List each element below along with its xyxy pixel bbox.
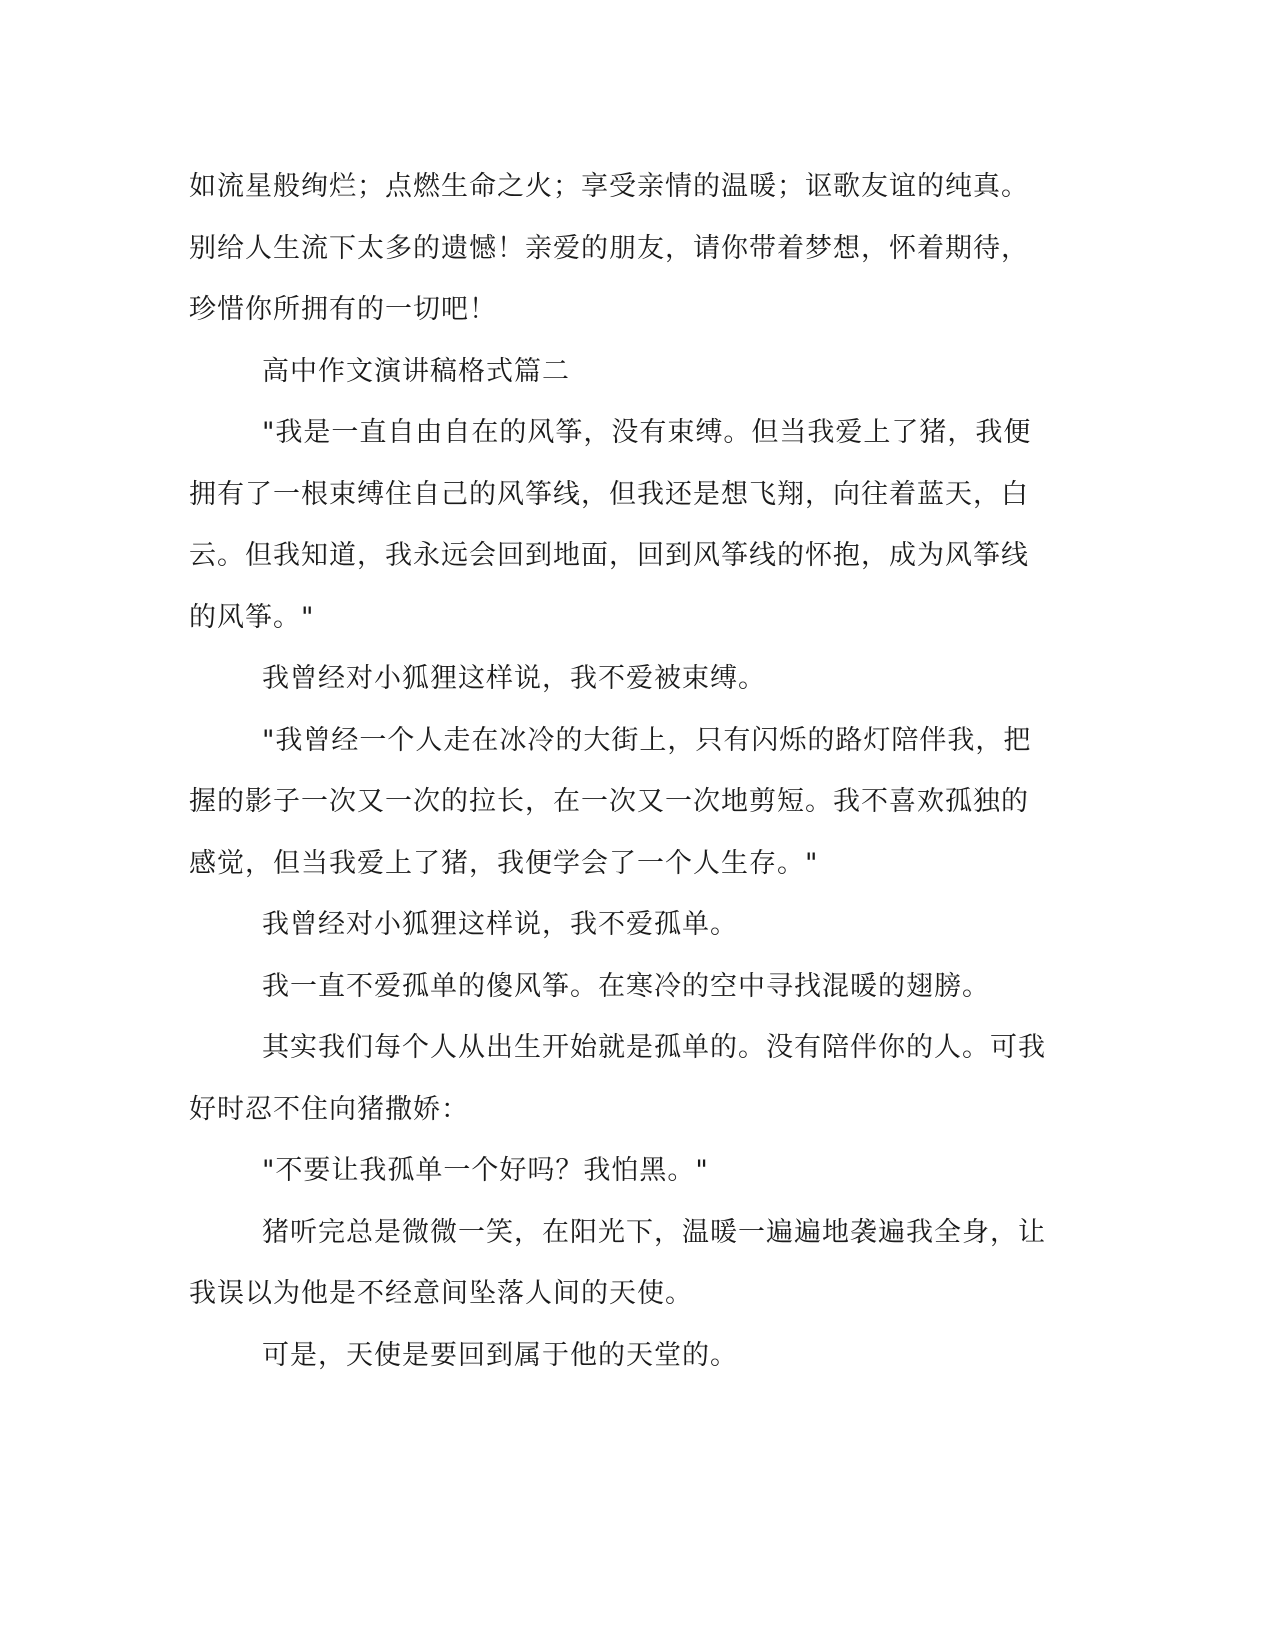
text-line: 拥有了一根束缚住自己的风筝线，但我还是想飞翔，向往着蓝天，白 — [189, 478, 1029, 510]
text-line: 其实我们每个人从出生开始就是孤单的。没有陪伴你的人。可我 — [262, 1032, 1046, 1063]
text-line: 别给人生流下太多的遗憾！亲爱的朋友，请你带着梦想，怀着期待， — [189, 232, 1029, 264]
text-line: 我曾经对小狐狸这样说，我不爱被束缚。 — [262, 663, 766, 694]
text-line: 感觉，但当我爱上了猪，我便学会了一个人生存。" — [189, 847, 819, 879]
document-body — [189, 156, 1069, 1386]
text-line: 可是，天使是要回到属于他的天堂的。 — [262, 1339, 738, 1371]
text-line: "我是一直自由自在的风筝，没有束缚。但当我爱上了猪，我便 — [262, 417, 1032, 448]
text-line: 我一直不爱孤单的傻风筝。在寒冷的空中寻找混暖的翅膀。 — [262, 970, 990, 1002]
text-line: 如流星般绚烂；点燃生命之火；享受亲情的温暖；讴歌友谊的纯真。 — [189, 171, 1029, 202]
text-line: 云。但我知道，我永远会回到地面，回到风筝线的怀抱，成为风筝线 — [189, 540, 1029, 571]
text-line: "不要让我孤单一个好吗？我怕黑。" — [262, 1155, 709, 1186]
text-line: 的风筝。" — [189, 601, 315, 633]
text-line: 猪听完总是微微一笑，在阳光下，温暖一遍遍地袭遍我全身，让 — [262, 1216, 1046, 1248]
text-line: 好时忍不住向猪撒娇： — [189, 1093, 469, 1125]
text-line: 握的影子一次又一次的拉长，在一次又一次地剪短。我不喜欢孤独的 — [189, 786, 1029, 817]
text-line: 我误以为他是不经意间坠落人间的天使。 — [189, 1278, 693, 1309]
text-line: 我曾经对小狐狸这样说，我不爱孤单。 — [262, 909, 738, 940]
text-line: "我曾经一个人走在冰冷的大街上，只有闪烁的路灯陪伴我，把 — [262, 724, 1032, 756]
section-heading: 高中作文演讲稿格式篇二 — [262, 355, 570, 387]
text-line: 珍惜你所拥有的一切吧！ — [189, 294, 497, 325]
